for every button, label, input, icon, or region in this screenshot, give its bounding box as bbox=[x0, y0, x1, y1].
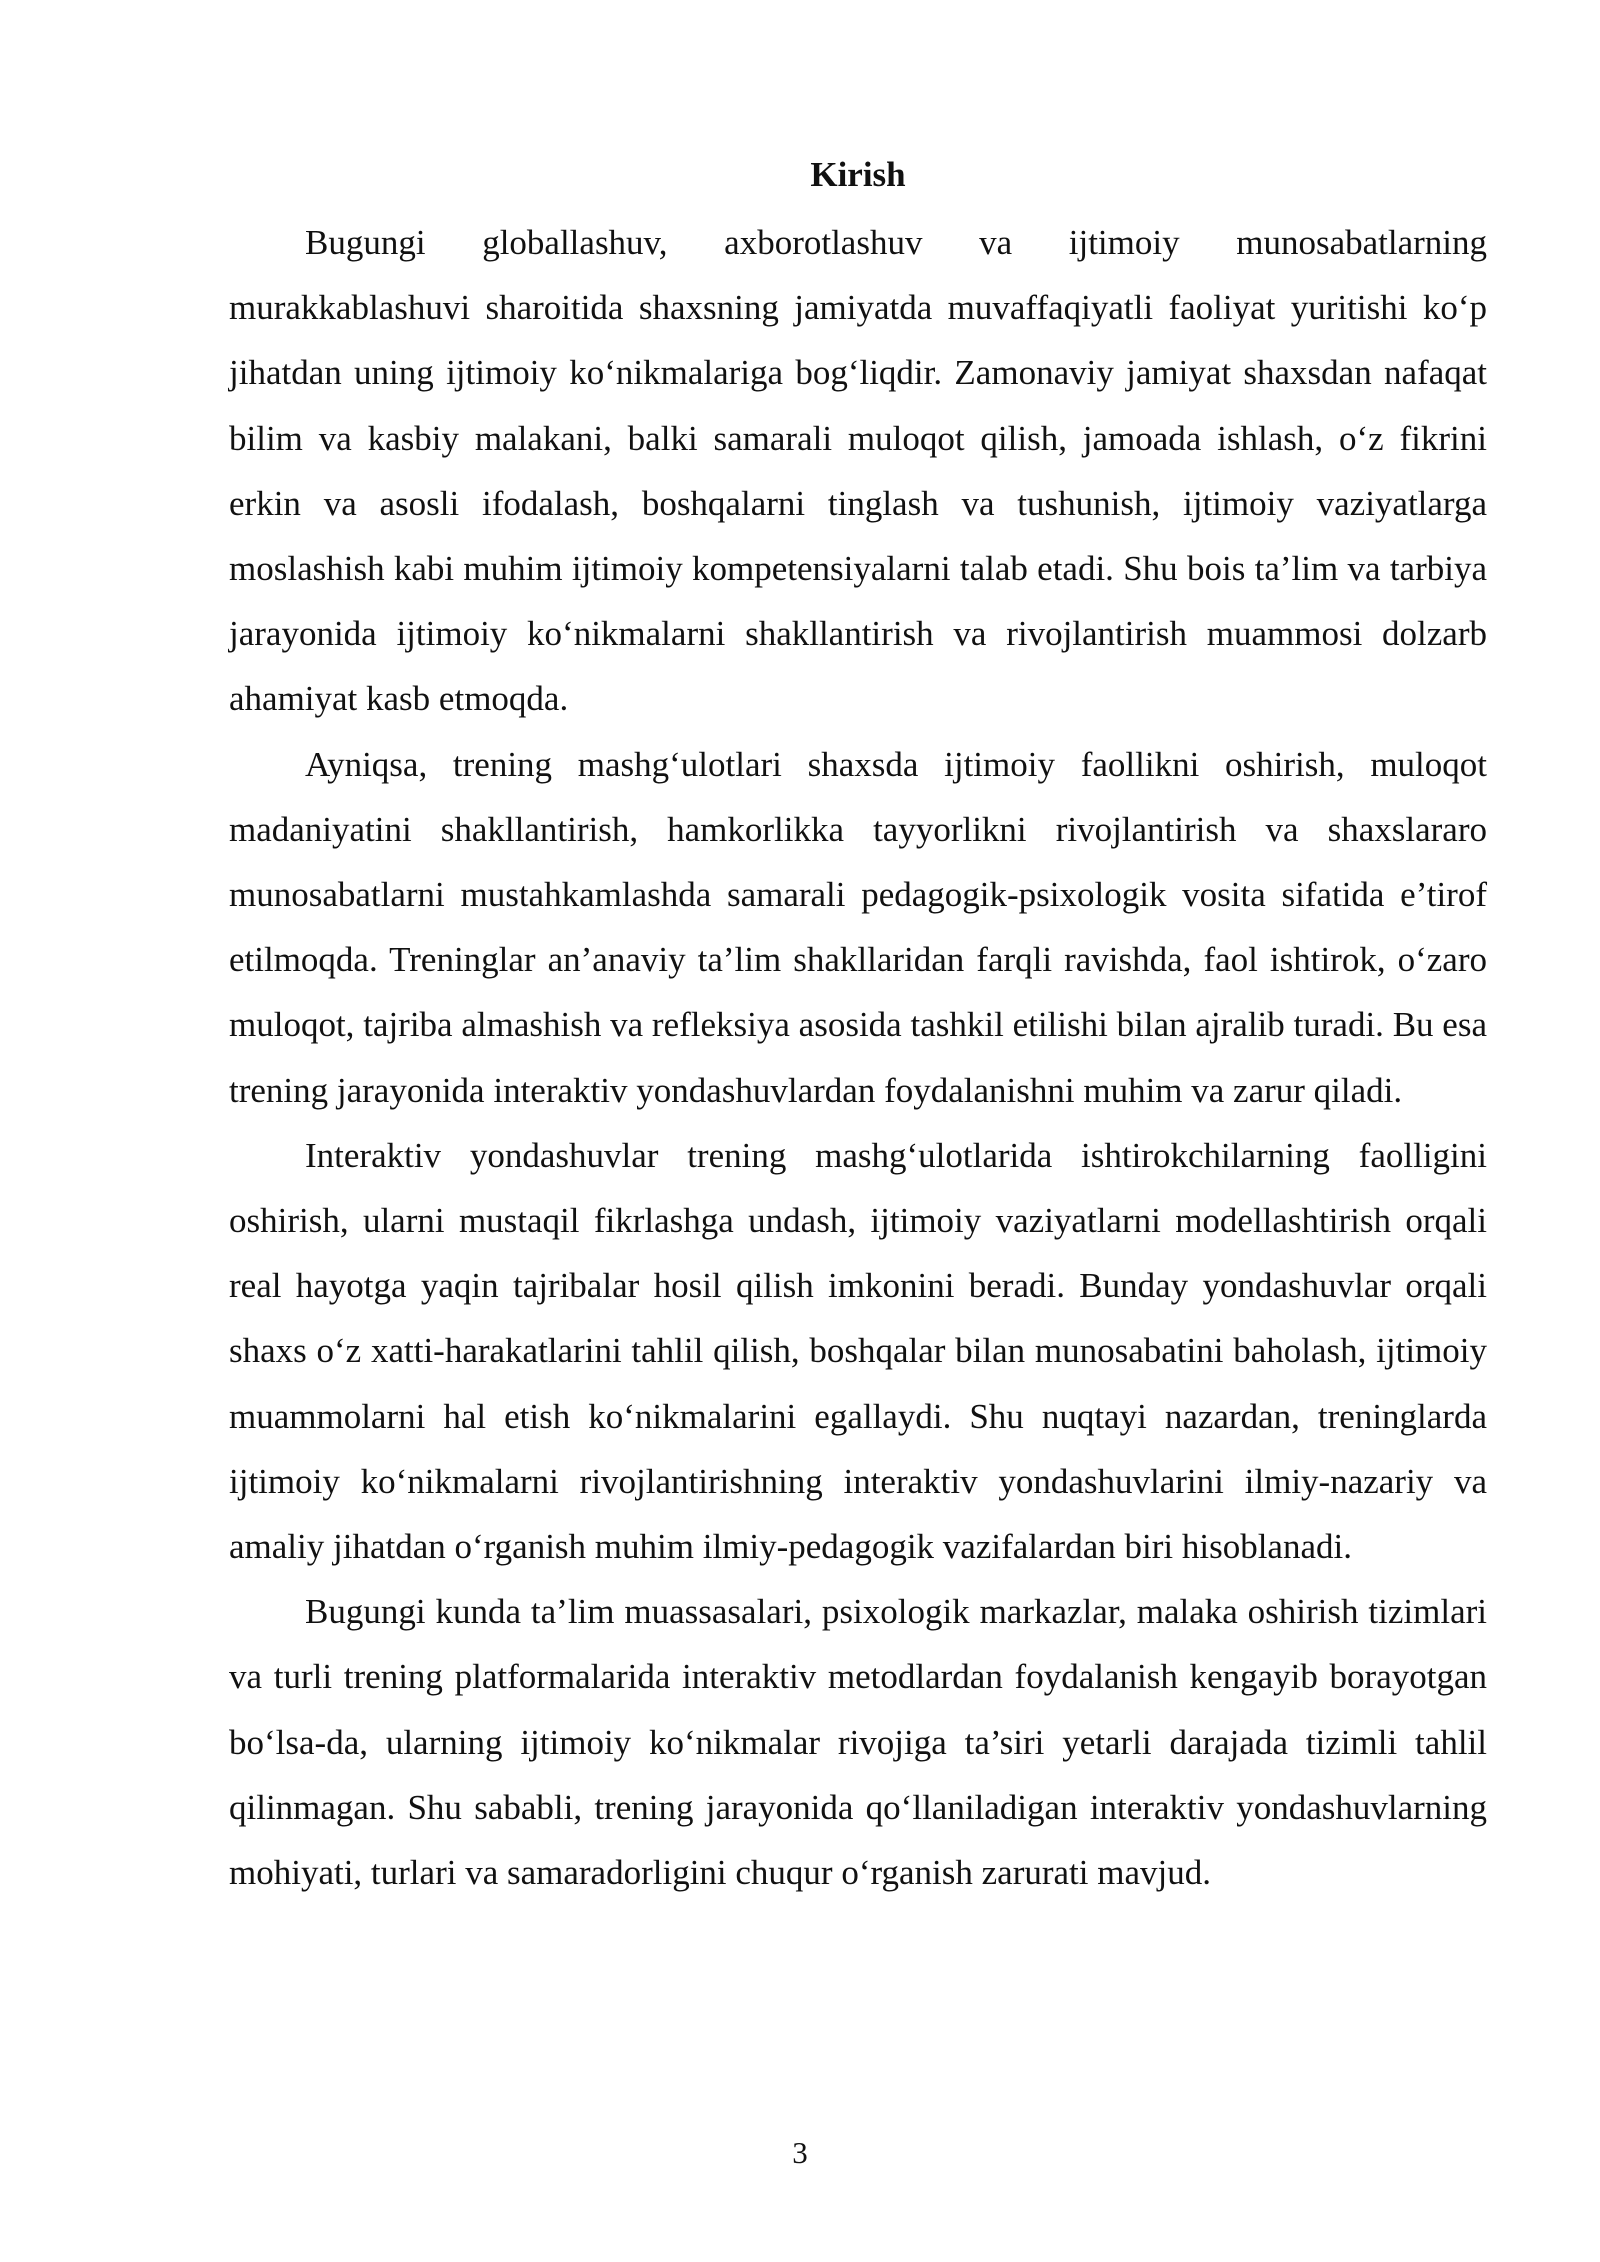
page-body bbox=[229, 145, 1487, 1905]
paragraph-4: Bugungi kunda ta’lim muassasalari, psixologik markazlar, malaka oshirish tizimlari va turli trening platformalarida interaktiv metodlardan foydalanish kengayib borayotgan bo‘lsa-da, ularning ijtimoiy ko‘nikmalar rivojiga ta’siri yetarli darajada tizimli tahlil qilinmagan. Shu sababli, trening jarayonida qo‘llaniladigan interaktiv yondashuvlarning mohiyati, turlari va samaradorligini chuqur o‘rganish zarurati mavjud. bbox=[229, 1592, 1487, 1893]
paragraph-3: Interaktiv yondashuvlar trening mashg‘ulotlarida ishtirokchilarning faolligini oshirish, ularni mustaqil fikrlashga undash, ijtimoiy vaziyatlarni modellashtirish orqali real hayotga yaqin tajribalar hosil qilish imkonini beradi. Bunday yondashuvlar orqali shaxs o‘z xatti-harakatlarini tahlil qilish, boshqalar bilan munosabatini baholash, ijtimoiy muammolarni hal etish ko‘nikmalarini egallaydi. Shu nuqtayi nazardan, treninglarda ijtimoiy ko‘nikmalarni rivojlantirishning interaktiv yondashuvlarini ilmiy-nazariy va amaliy jihatdan o‘rganish muhim ilmiy-pedagogik vazifalardan biri hisoblanadi. bbox=[229, 1135, 1487, 1567]
paragraph-2: Ayniqsa, trening mashg‘ulotlari shaxsda ijtimoiy faollikni oshirish, muloqot madaniyatini shakllantirish, hamkorlikka tayyorlikni rivojlantirish va shaxslararo munosabatlarni mustahkamlashda samarali pedagogik-psixologik vosita sifatida e’tirof etilmoqda. Treninglar an’anaviy ta’lim shakllaridan farqli ravishda, faol ishtirok, o‘zaro muloqot, tajriba almashish va refleksiya asosida tashkil etilishi bilan ajralib turadi. Bu esa trening jarayonida interaktiv yondashuvlardan foydalanishni muhim va zarur qiladi. bbox=[229, 744, 1487, 1110]
section-title: Kirish bbox=[810, 155, 906, 194]
page-number: 3 bbox=[792, 2135, 808, 2170]
paragraph-1: Bugungi globallashuv, axborotlashuv va ijtimoiy munosabatlarning murakkablashuvi sharoitida shaxsning jamiyatda muvaffaqiyatli faoliyat yuritishi ko‘p jihatdan uning ijtimoiy ko‘nikmalariga bog‘liqdir. Zamonaviy jamiyat shaxsdan nafaqat bilim va kasbiy malakani, balki samarali muloqot qilish, jamoada ishlash, o‘z fikrini erkin va asosli ifodalash, boshqalarni tinglash va tushunish, ijtimoiy vaziyatlarga moslashish kabi muhim ijtimoiy kompetensiyalarni talab etadi. Shu bois ta’lim va tarbiya jarayonida ijtimoiy ko‘nikmalarni shakllantirish va rivojlantirish muammosi dolzarb ahamiyat kasb etmoqda. bbox=[229, 223, 1487, 719]
